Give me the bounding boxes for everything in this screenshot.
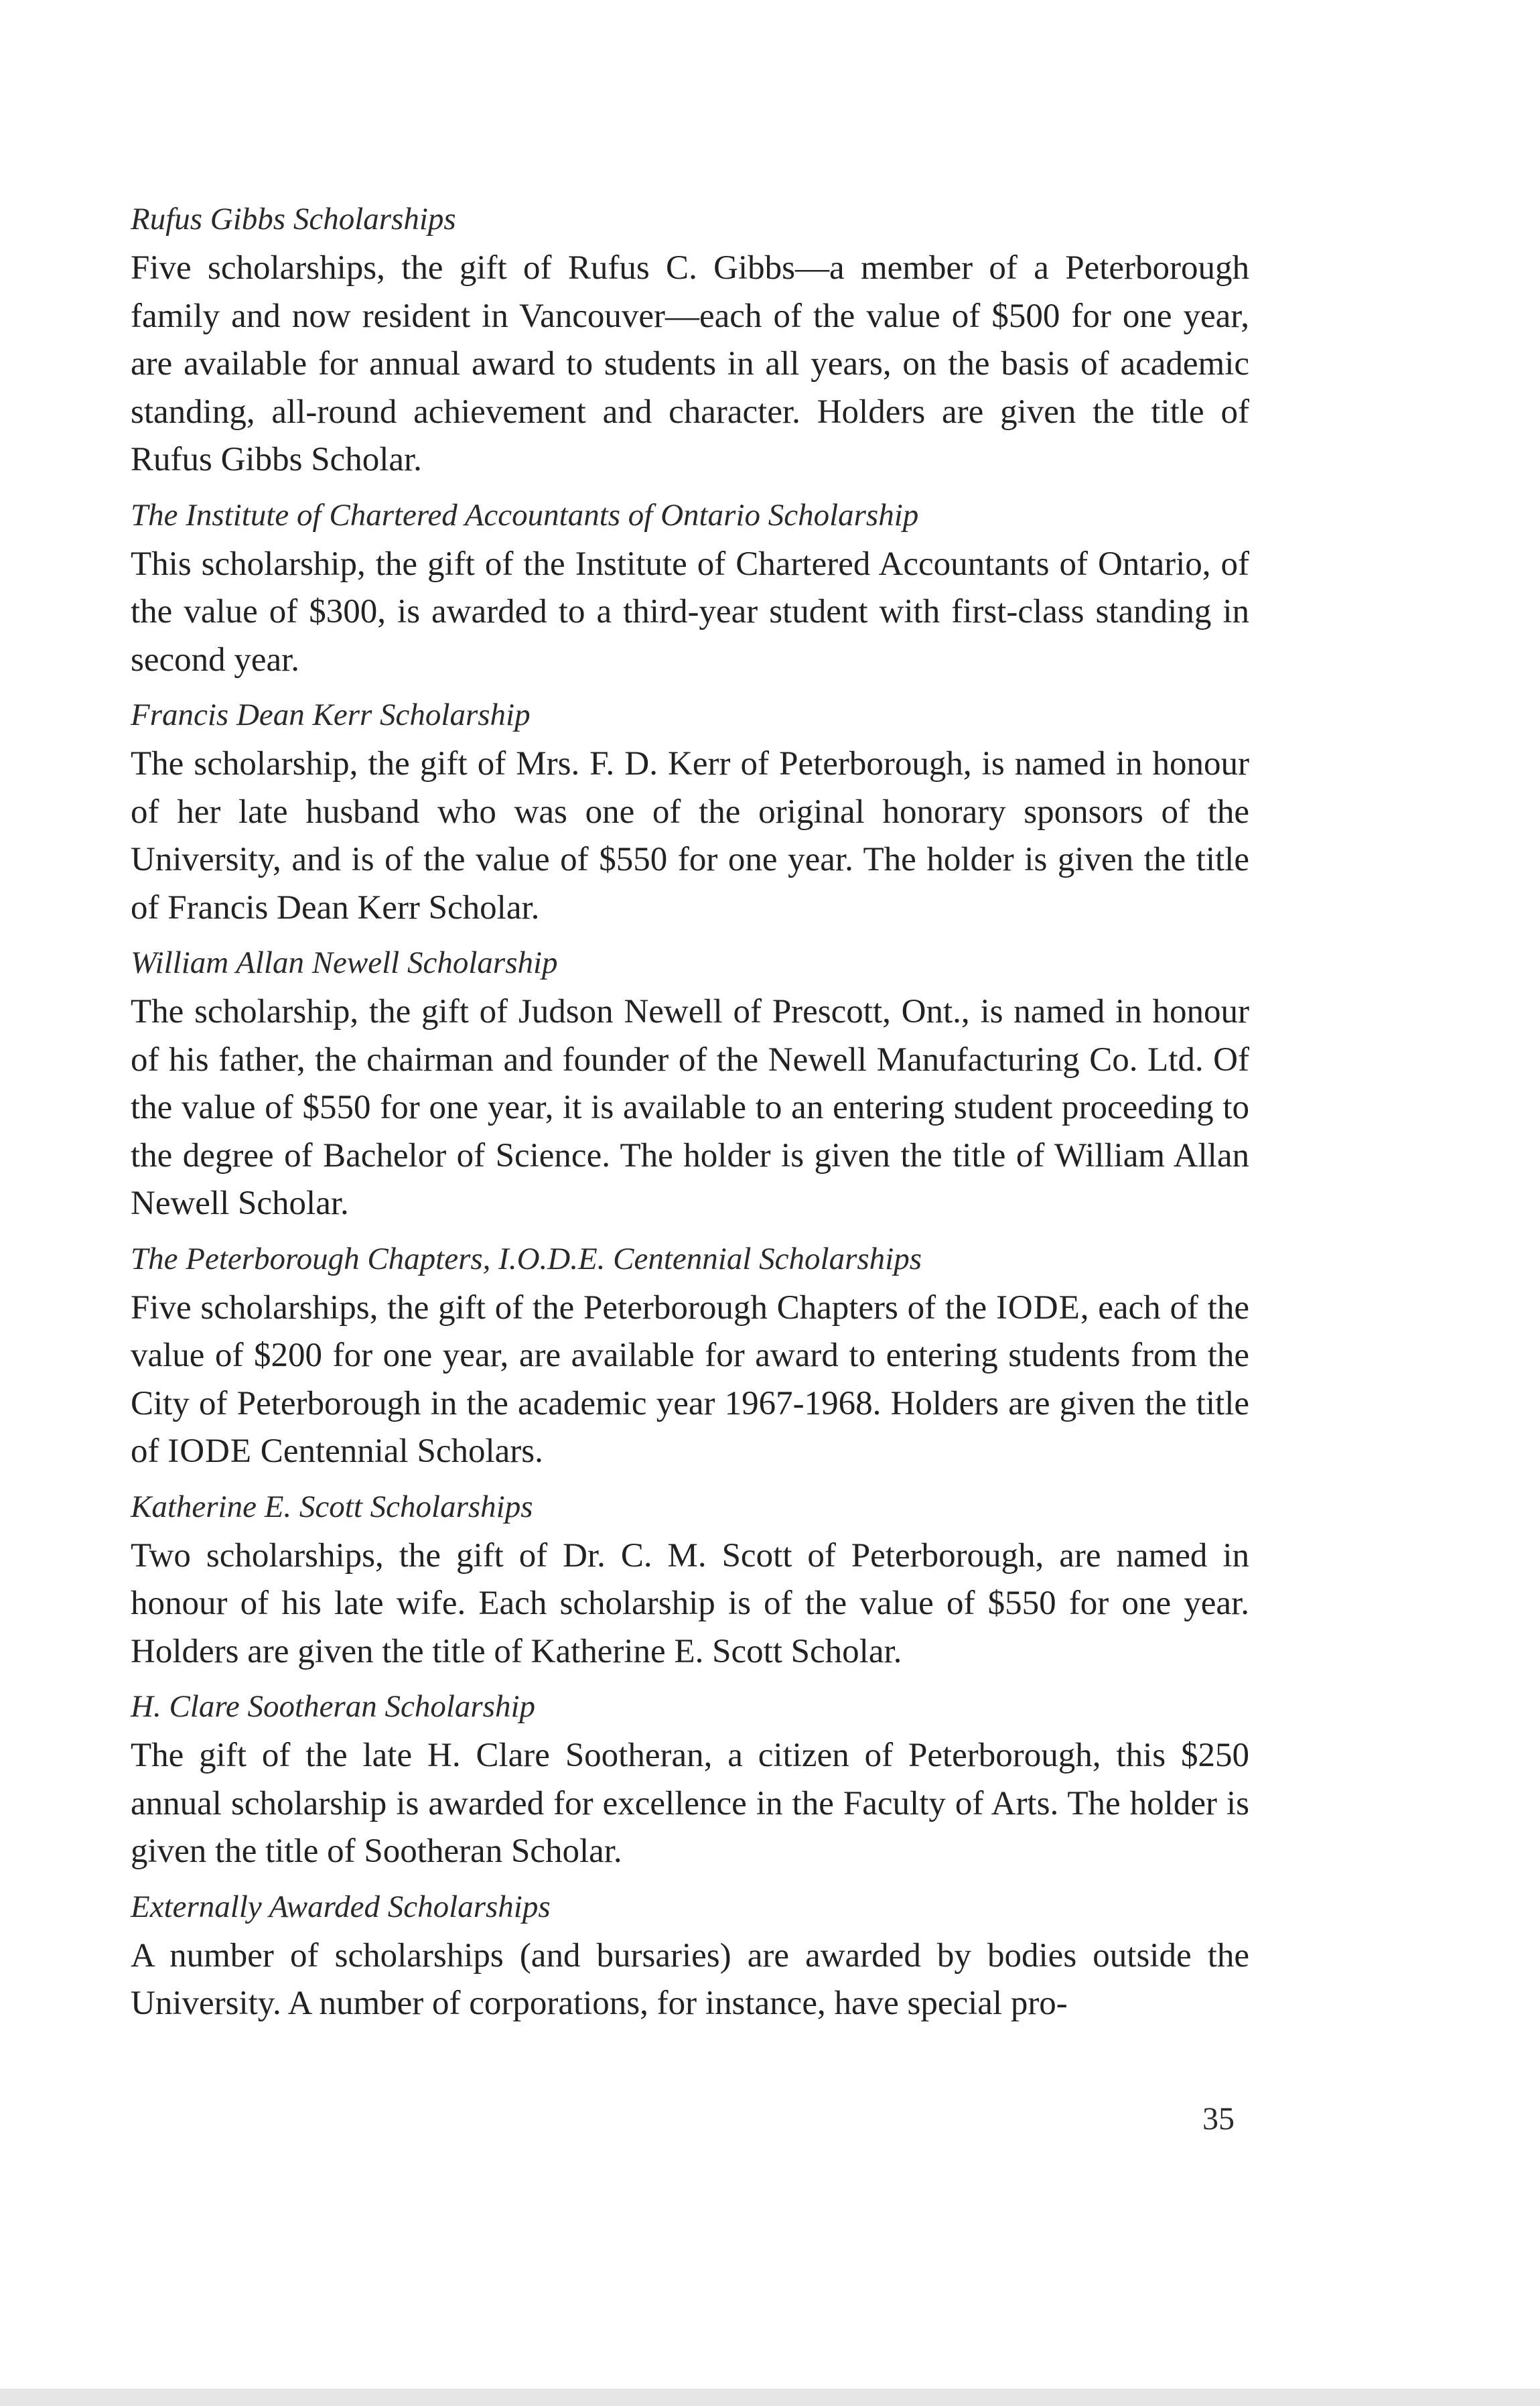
section-chartered-accountants [131,494,1249,685]
section-william-allan-newell [131,941,1249,1228]
body-text: Five scholarships, the gift of the Peterborough Chapters of the [131,1288,996,1327]
section-heading: Katherine E. Scott Scholarships [131,1489,533,1524]
section-heading: Francis Dean Kerr Scholarship [131,697,531,732]
section-iode-centennial [131,1238,1249,1476]
section-heading: The Institute of Chartered Accountants of Ontario Scholarship [131,497,919,533]
section-body: This scholarship, the gift of the Institute of Chartered Accountants of Ontario, of the value of $300, is awarded to a third-year student with first-class standing in second year. [131,545,1249,679]
page-number: 35 [1202,2101,1235,2137]
section-katherine-scott [131,1485,1249,1676]
section-clare-sootheran [131,1685,1249,1876]
iode-abbrev: IODE [995,1288,1080,1327]
page-text [131,198,1249,2037]
body-text: , each of the value of $200 for one year, are available for award to entering students from the City of Peterborough in the academic year 1967-1968. Holders are given the title of [131,1288,1249,1470]
section-heading: The Peterborough Chapters, I.O.D.E. Centennial Scholarships [131,1241,922,1276]
section-heading: William Allan Newell Scholarship [131,945,558,980]
section-body [131,1284,1249,1476]
section-externally-awarded [131,1885,1249,2028]
section-body: Five scholarships, the gift of Rufus C. Gibbs—a member of a Peterborough family and now resident in Vancouver—each of the value of $500 for one year, are available for annual award to students in all years, on the basis of academic standing, all-round achievement and character. Holders are given the title of Rufus Gibbs Scholar. [131,249,1249,478]
section-heading: Externally Awarded Scholarships [131,1889,551,1924]
section-body: The gift of the late H. Clare Sootheran, a citizen of Peterborough, this $250 annual scholarship is awarded for excellence in the Faculty of Arts. The holder is given the title of Sootheran Scholar. [131,1737,1249,1870]
section-heading: H. Clare Sootheran Scholarship [131,1689,536,1724]
section-body: Two scholarships, the gift of Dr. C. M. Scott of Peterborough, are named in honour of his late wife. Each scholarship is of the value of $550 for one year. Holders are given the title of Katherine E. Scott Scholar. [131,1536,1249,1670]
section-heading: Rufus Gibbs Scholarships [131,202,456,237]
body-text: Centennial Scholars. [252,1432,543,1470]
scan-bottom-edge [0,2389,1540,2406]
section-rufus-gibbs [131,198,1249,484]
section-body: A number of scholarships (and bursaries) are awarded by bodies outside the University. A number of corporations, for instance, have special pro- [131,1936,1249,2022]
section-body: The scholarship, the gift of Judson Newell of Prescott, Ont., is named in honour of his father, the chairman and founder of the Newell Manufacturing Co. Ltd. Of the value of $550 for one year, it is available to an entering student proceeding to the degree of Bachelor of Science. The holder is given the title of William Allan Newell Scholar. [131,993,1249,1222]
iode-abbrev: IODE [167,1432,253,1470]
section-body: The scholarship, the gift of Mrs. F. D. Kerr of Peterborough, is named in honour of her late husband who was one of the original honorary sponsors of the University, and is of the value of $550 for one year. The holder is given the title of Francis Dean Kerr Scholar. [131,745,1249,927]
section-francis-dean-kerr [131,693,1249,932]
